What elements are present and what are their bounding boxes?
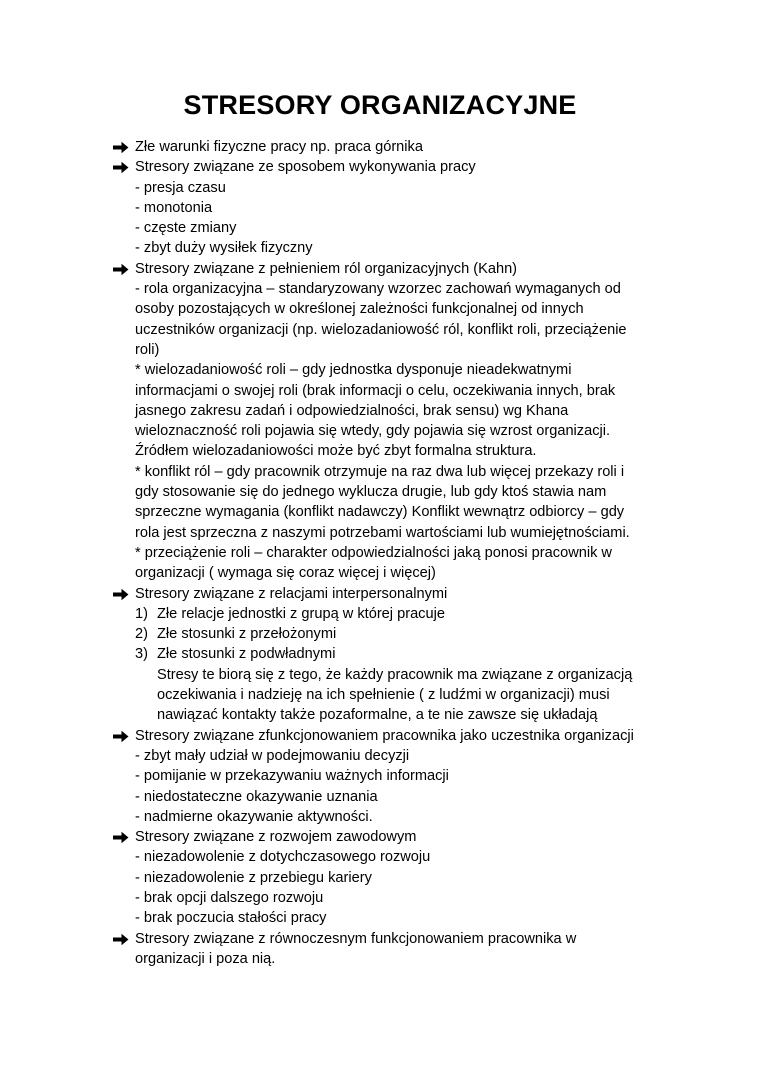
numbered-item (113, 624, 683, 644)
line-text: - niezadowolenie z dotychczasowego rozwoju (135, 849, 431, 866)
line-text: - zbyt duży wysiłek fizyczny (135, 240, 313, 257)
line-text: informacjami o swojej roli (brak informacji o celu, oczekiwania innych, brak (135, 382, 616, 399)
page-title: STRESORY ORGANIZACYJNE (183, 90, 577, 120)
line-text: - pomijanie w przekazywaniu ważnych informacji (135, 768, 449, 785)
text-line (113, 299, 683, 319)
text-line (113, 665, 683, 685)
text-line (113, 218, 683, 238)
text-line (113, 340, 683, 360)
line-text: Złe stosunki z podwładnymi (157, 646, 336, 663)
arrow-bullet-item (113, 827, 683, 847)
arrow-bullet (113, 726, 129, 746)
text-line (113, 381, 683, 401)
line-text: Stresory związane z rozwojem zawodowym (135, 829, 417, 846)
line-text: sprzeczne wymagania (konflikt nadawczy) Konflikt wewnątrz odbiorcy – gdy (135, 504, 625, 521)
arrow-bullet-icon (113, 161, 129, 174)
numbered-item (113, 604, 683, 624)
text-line (113, 908, 683, 928)
line-text: - zbyt mały udział w podejmowaniu decyzji (135, 747, 410, 764)
text-line (113, 888, 683, 908)
line-text: oczekiwania i nadzieję na ich spełnienie ( z ludźmi w organizacji) musi (157, 687, 610, 704)
line-text: wieloznaczność roli pojawia się wtedy, gdy pojawia się wzrost organizacji. (135, 423, 611, 440)
line-text: uczestników organizacji (np. wielozadaniowość ról, konflikt roli, przeciążenie (135, 321, 627, 338)
text-line (113, 502, 683, 522)
line-text: Stresory związane zfunkcjonowaniem pracownika jako uczestnika organizacji (135, 727, 634, 744)
arrow-bullet (113, 157, 129, 177)
arrow-bullet-icon (113, 263, 129, 276)
line-text: - brak poczucia stałości pracy (135, 910, 327, 927)
line-text: - brak opcji dalszego rozwoju (135, 889, 324, 906)
text-line (113, 320, 683, 340)
line-text: Stresory związane z równoczesnym funkcjonowaniem pracownika w (135, 930, 577, 947)
arrow-bullet (113, 827, 129, 847)
item-number: 2) (135, 626, 148, 643)
line-text: * przeciążenie roli – charakter odpowiedzialności jaką ponosi pracownik w (135, 544, 612, 561)
text-line (113, 178, 683, 198)
document-body (113, 137, 683, 969)
text-line (113, 523, 683, 543)
line-text: * konflikt ról – gdy pracownik otrzymuje na raz dwa lub więcej przekazy roli i (135, 463, 625, 480)
line-text: rola jest sprzeczna z naszymi potrzebami wartościami lub wumiejętnościami. (135, 524, 630, 541)
line-text: Źródłem wielozadaniowości może być zbyt formalna struktura. (135, 443, 537, 460)
text-line (113, 482, 683, 502)
arrow-bullet-item (113, 929, 683, 949)
text-line (113, 279, 683, 299)
arrow-bullet-icon (113, 933, 129, 946)
text-line (113, 401, 683, 421)
line-text: Stresy te biorą się z tego, że każdy pracownik ma związane z organizacją (157, 666, 633, 683)
line-text: organizacji i poza nią. (135, 950, 276, 967)
arrow-bullet-item (113, 157, 683, 177)
text-line (113, 949, 683, 969)
text-line (113, 787, 683, 807)
arrow-bullet-icon (113, 588, 129, 601)
text-line (113, 685, 683, 705)
text-line (113, 807, 683, 827)
line-text: osoby pozostających w określonej zależności funkcjonalnej od innych (135, 301, 584, 318)
text-line (113, 421, 683, 441)
arrow-bullet (113, 137, 129, 157)
line-text: organizacji ( wymaga się coraz więcej i więcej) (135, 565, 436, 582)
text-line (113, 198, 683, 218)
text-line (113, 868, 683, 888)
numbered-item (113, 644, 683, 664)
text-line (113, 462, 683, 482)
line-text: - nadmierne okazywanie aktywności. (135, 808, 373, 825)
line-text: Złe warunki fizyczne pracy np. praca górnika (135, 139, 423, 155)
line-text: jasnego zakresu zadań i odpowiedzialności, brak sensu) wg Khana (135, 402, 569, 419)
text-line (113, 705, 683, 725)
arrow-bullet-icon (113, 730, 129, 743)
line-text: - niezadowolenie z przebiegu kariery (135, 869, 372, 886)
arrow-bullet (113, 929, 129, 949)
text-line (113, 847, 683, 867)
arrow-bullet (113, 584, 129, 604)
arrow-bullet-icon (113, 831, 129, 844)
text-line (113, 766, 683, 786)
line-text: - monotonia (135, 199, 213, 216)
line-text: Stresory związane ze sposobem wykonywania pracy (135, 159, 476, 176)
text-line (113, 563, 683, 583)
line-text: gdy stosowanie się do jednego wyklucza drugie, lub gdy ktoś stawia nam (135, 484, 607, 501)
text-line (113, 746, 683, 766)
line-text: - presja czasu (135, 179, 226, 196)
arrow-bullet (113, 259, 129, 279)
text-line (113, 360, 683, 380)
arrow-bullet-item (113, 137, 683, 157)
line-text: Stresory związane z relacjami interpersonalnymi (135, 585, 448, 602)
line-text: - niedostateczne okazywanie uznania (135, 788, 378, 805)
text-line (113, 441, 683, 461)
text-line (113, 238, 683, 258)
arrow-bullet-item (113, 726, 683, 746)
arrow-bullet-item (113, 584, 683, 604)
line-text: Złe stosunki z przełożonymi (157, 626, 337, 643)
arrow-bullet-item (113, 259, 683, 279)
item-number: 3) (135, 646, 148, 663)
line-text: nawiązać kontakty także pozaformalne, a te nie zawsze się układają (157, 707, 598, 724)
line-text: Stresory związane z pełnieniem ról organizacyjnych (Kahn) (135, 260, 518, 277)
line-text: - rola organizacyjna – standaryzowany wzorzec zachowań wymaganych od (135, 281, 621, 298)
arrow-bullet-icon (113, 141, 129, 154)
line-text: roli) (135, 341, 160, 358)
line-text: Złe relacje jednostki z grupą w której pracuje (157, 605, 445, 622)
line-text: * wielozadaniowość roli – gdy jednostka dysponuje nieadekwatnymi (135, 362, 572, 379)
text-line (113, 543, 683, 563)
line-text: - częste zmiany (135, 220, 237, 237)
item-number: 1) (135, 605, 148, 622)
